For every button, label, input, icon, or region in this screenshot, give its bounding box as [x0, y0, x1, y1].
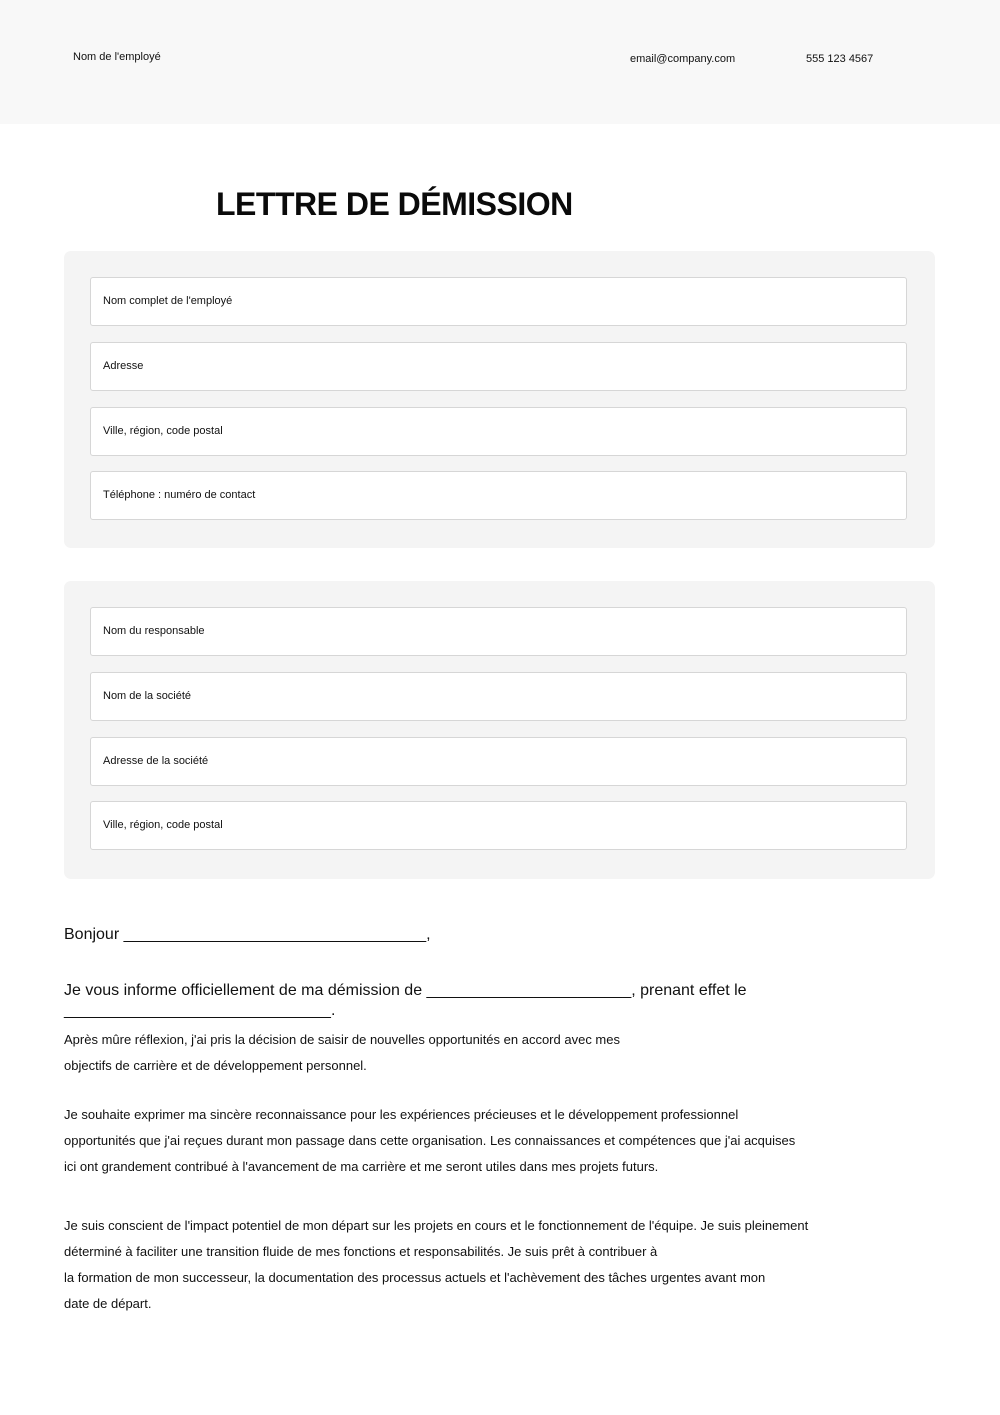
- paragraph-line: la formation de mon successeur, la documentation des processus actuels et l'achèvement des tâches urgentes avant mon: [64, 1270, 766, 1285]
- paragraph-line: Je suis conscient de l'impact potentiel de mon départ sur les projets en cours et le fonctionnement de l'équipe. Je suis pleinement: [64, 1218, 809, 1233]
- paragraph-line: Après mûre réflexion, j'ai pris la décision de saisir de nouvelles opportunités en accord avec mes: [64, 1032, 620, 1047]
- company-address-field[interactable]: Adresse de la société: [90, 737, 907, 786]
- employee-phone-field[interactable]: Téléphone : numéro de contact: [90, 471, 907, 520]
- letter-paragraph-2: [64, 1102, 944, 1180]
- company-city-field[interactable]: Ville, région, code postal: [90, 801, 907, 850]
- employee-info-panel: [64, 251, 935, 548]
- paragraph-line: ici ont grandement contribué à l'avancement de ma carrière et me seront utiles dans mes projets futurs.: [64, 1159, 659, 1174]
- header-email: email@company.com: [630, 53, 736, 65]
- paragraph-line: objectifs de carrière et de développement personnel.: [64, 1058, 367, 1073]
- employee-full-name-field[interactable]: Nom complet de l'employé: [90, 277, 907, 326]
- document-title: LETTRE DE DÉMISSION: [216, 186, 573, 222]
- letterhead: [0, 0, 1000, 124]
- employee-city-field[interactable]: Ville, région, code postal: [90, 407, 907, 456]
- paragraph-line: date de départ.: [64, 1296, 152, 1311]
- letter-paragraph-3: [64, 1213, 944, 1317]
- employee-address-field[interactable]: Adresse: [90, 342, 907, 391]
- paragraph-line: déterminé à faciliter une transition fluide de mes fonctions et responsabilités. Je suis prêt à contribuer à: [64, 1244, 658, 1259]
- paragraph-line: Je souhaite exprimer ma sincère reconnaissance pour les expériences précieuses et le développement professionnel: [64, 1107, 739, 1122]
- paragraph-line: opportunités que j'ai reçues durant mon passage dans cette organisation. Les connaissances et compétences que j'ai acquises: [64, 1133, 796, 1148]
- company-name-field[interactable]: Nom de la société: [90, 672, 907, 721]
- header-employee-name: Nom de l'employé: [73, 51, 161, 63]
- letter-intro: Je vous informe officiellement de ma démission de _______________________, prenant effet le ______________________________.: [64, 982, 747, 1019]
- manager-name-field[interactable]: Nom du responsable: [90, 607, 907, 656]
- company-info-panel: [64, 581, 935, 879]
- letter-paragraph-1: [64, 1027, 944, 1079]
- header-phone: 555 123 4567: [806, 53, 874, 65]
- letter-greeting: Bonjour __________________________________,: [64, 926, 431, 943]
